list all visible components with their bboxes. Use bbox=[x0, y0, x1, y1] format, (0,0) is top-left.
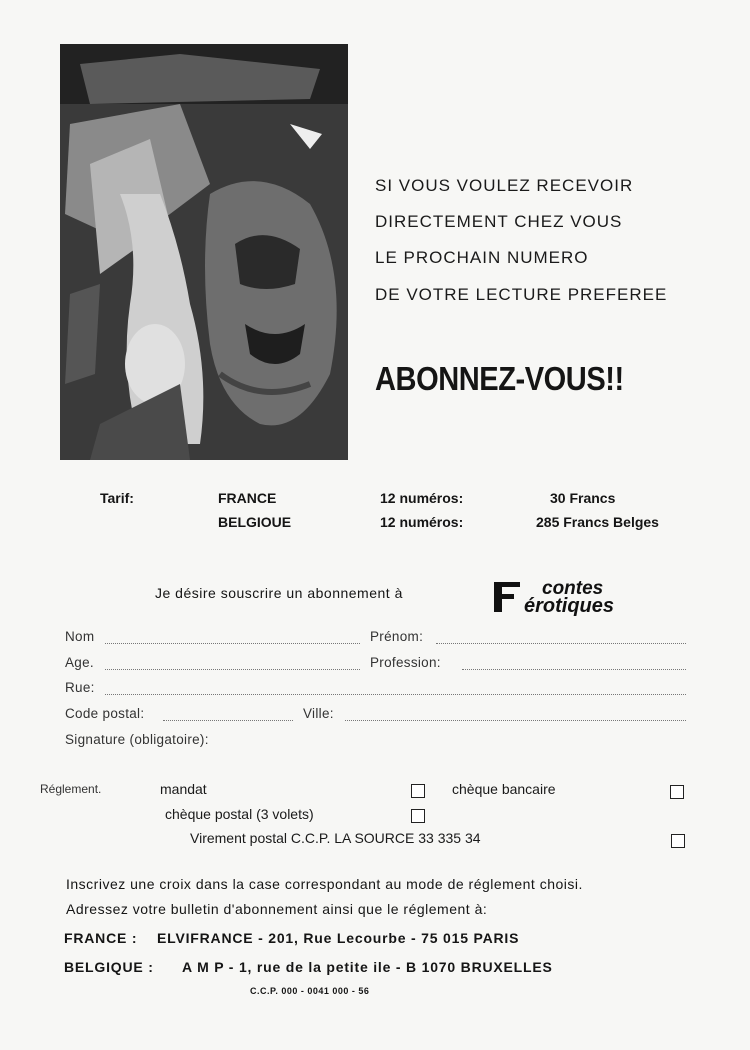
code-postal-label: Code postal: bbox=[65, 706, 145, 721]
profession-label: Profession: bbox=[370, 655, 441, 670]
age-label: Age. bbox=[65, 655, 94, 670]
age-field[interactable] bbox=[105, 669, 360, 670]
prenom-field[interactable] bbox=[436, 643, 686, 644]
profession-field[interactable] bbox=[462, 669, 686, 670]
code-postal-field[interactable] bbox=[163, 720, 293, 721]
ccp-number: C.C.P. 000 - 0041 000 - 56 bbox=[250, 986, 370, 996]
tariff-label: Tarif: bbox=[100, 490, 134, 506]
logo-line-2: érotiques bbox=[524, 595, 615, 616]
cheque-postal-checkbox[interactable] bbox=[411, 809, 425, 823]
logo-line-1: contes bbox=[542, 578, 604, 599]
intro-line-1: SI VOUS VOULEZ RECEVOIR bbox=[375, 176, 634, 195]
cheque-bancaire-checkbox[interactable] bbox=[670, 785, 684, 799]
prenom-label: Prénom: bbox=[370, 629, 424, 644]
virement-checkbox[interactable] bbox=[671, 834, 685, 848]
headline: ABONNEZ-VOUS!! bbox=[375, 360, 624, 397]
tariff-country-belgique: BELGIOUE bbox=[218, 514, 292, 530]
intro-line-4: DE VOTRE LECTURE PREFEREE bbox=[375, 285, 668, 304]
signature-label: Signature (obligatoire): bbox=[65, 732, 209, 747]
tariff-price-france: 30 Francs bbox=[550, 490, 616, 506]
instruction-line-2: Adressez votre bulletin d'abonnement ainsi que le réglement à: bbox=[66, 901, 488, 917]
payment-cheque-postal-label: chèque postal (3 volets) bbox=[165, 806, 314, 822]
magazine-cover-image bbox=[60, 44, 348, 460]
instruction-line-1: Inscrivez une croix dans la case correspondant au mode de réglement choisi. bbox=[66, 876, 583, 892]
belgique-address-label: BELGIQUE : bbox=[64, 959, 154, 975]
france-address: ELVIFRANCE - 201, Rue Lecourbe - 75 015 PARIS bbox=[157, 930, 520, 946]
france-address-label: FRANCE : bbox=[64, 930, 138, 946]
ville-field[interactable] bbox=[345, 720, 686, 721]
tariff-issues-france: 12 numéros: bbox=[380, 490, 464, 506]
nom-field[interactable] bbox=[105, 643, 360, 644]
nom-label: Nom bbox=[65, 629, 95, 644]
payment-mandat-label: mandat bbox=[160, 781, 207, 797]
rue-field[interactable] bbox=[105, 694, 686, 695]
tariff-country-france: FRANCE bbox=[218, 490, 277, 506]
belgique-address: A M P - 1, rue de la petite ile - B 1070 BRUXELLES bbox=[182, 959, 553, 975]
ville-label: Ville: bbox=[303, 706, 334, 721]
rue-label: Rue: bbox=[65, 680, 95, 695]
tariff-issues-belgique: 12 numéros: bbox=[380, 514, 464, 530]
mandat-checkbox[interactable] bbox=[411, 784, 425, 798]
payment-cheque-bancaire-label: chèque bancaire bbox=[452, 781, 556, 797]
subscribe-text: Je désire souscrire un abonnement à bbox=[155, 585, 403, 601]
magazine-logo bbox=[490, 578, 670, 616]
intro-line-2: DIRECTEMENT CHEZ VOUS bbox=[375, 212, 623, 231]
tariff-price-belgique: 285 Francs Belges bbox=[536, 514, 659, 530]
payment-label: Réglement. bbox=[40, 782, 102, 796]
intro-line-3: LE PROCHAIN NUMERO bbox=[375, 248, 589, 267]
payment-virement-label: Virement postal C.C.P. LA SOURCE 33 335 34 bbox=[190, 830, 481, 846]
